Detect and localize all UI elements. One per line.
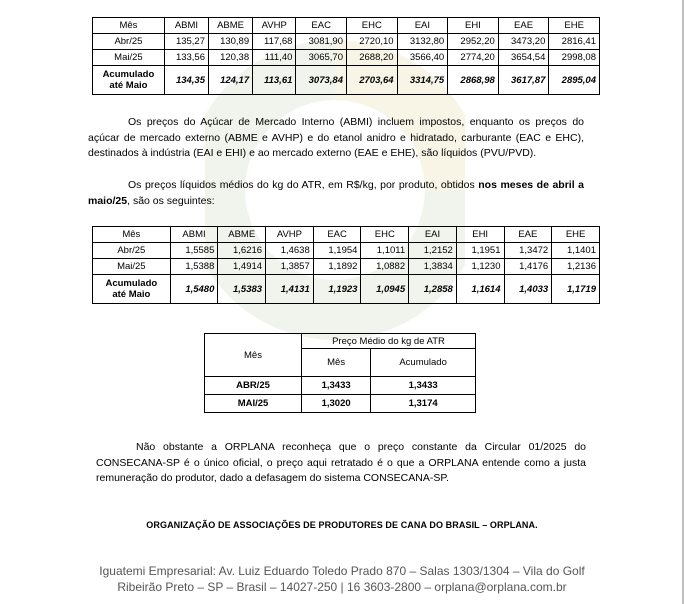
taxes-explanation-paragraph: Os preços do Açúcar de Mercado Interno (ABMI) incluem impostos, enquanto os preços do açúcar de mercado externo (ABME e AVHP) e do etanol anidro e hidratado, carburante (EAC e EHC), destinados à indústria (EAI e EHI) e ao mercado externo (EAE e EHE), são líquidos (PVU/PVD). (88, 116, 584, 159)
table-cell: 1,1923 (313, 275, 361, 304)
col-header: EHE (549, 18, 600, 34)
atr-intro-text-end: , são os seguintes: (127, 194, 215, 207)
row-label: Mai/25 (93, 50, 165, 66)
table-cell: 135,27 (164, 34, 208, 50)
table-cell: 1,3020 (302, 395, 371, 413)
table-cell: 1,3472 (504, 243, 552, 259)
table-cell: 130,89 (209, 34, 253, 50)
table-header-row (93, 227, 600, 243)
table-cell: 2998,08 (549, 50, 600, 66)
price-table-per-unit (92, 17, 600, 95)
table-cell: 1,1954 (313, 243, 361, 259)
accumulated-label-line: até Maio (112, 289, 151, 300)
table-cell: 1,3433 (302, 377, 371, 395)
col-header: Acumulado (371, 349, 476, 377)
atr-intro-period: nos meses de abril a maio/25 (88, 179, 584, 207)
table-cell: 1,1011 (361, 243, 409, 259)
table-cell: 1,4033 (504, 275, 552, 304)
accumulated-row (93, 275, 600, 304)
table-row (205, 395, 476, 413)
table-cell: 3073,84 (296, 66, 347, 95)
col-header: EAI (409, 227, 457, 243)
table-cell: 117,68 (253, 34, 296, 50)
row-label: Mai/25 (93, 259, 171, 275)
table-cell: 1,1719 (552, 275, 600, 304)
table-cell: 2952,20 (448, 34, 499, 50)
table-cell: 1,3834 (409, 259, 457, 275)
table-cell: 3132,80 (397, 34, 448, 50)
col-header: EHI (448, 18, 499, 34)
col-header: EAI (397, 18, 448, 34)
col-header: EAC (296, 18, 347, 34)
accumulated-label (93, 275, 171, 304)
col-header-mes: Mês (205, 334, 302, 377)
table-cell: 1,5480 (170, 275, 218, 304)
table-cell: 3654,54 (498, 50, 549, 66)
table-cell: 3473,20 (498, 34, 549, 50)
col-header: EHE (552, 227, 600, 243)
col-header: Mês (93, 18, 165, 34)
table-cell: 120,38 (209, 50, 253, 66)
footer-address: Iguatemi Empresarial: Av. Luiz Eduardo Toledo Prado 870 – Salas 1303/1304 – Vila do Golf (99, 564, 585, 578)
atr-price-table (92, 226, 600, 304)
accumulated-label-line: Acumulado (105, 278, 158, 289)
table-cell: 1,5383 (218, 275, 266, 304)
col-header: EAE (498, 18, 549, 34)
table-cell: 1,2152 (409, 243, 457, 259)
table-cell: 3566,40 (397, 50, 448, 66)
table-cell: 1,4914 (218, 259, 266, 275)
col-header: EHC (346, 18, 397, 34)
atr-intro-paragraph (88, 178, 584, 209)
accumulated-label (93, 66, 165, 95)
row-label: Abr/25 (93, 34, 165, 50)
table-cell: 3081,90 (296, 34, 347, 50)
table-cell: 3065,70 (296, 50, 347, 66)
col-header: ABMI (164, 18, 208, 34)
table-cell: 1,3433 (371, 377, 476, 395)
table-cell: 1,1230 (456, 259, 504, 275)
table-cell: 1,3857 (266, 259, 314, 275)
row-label: Abr/25 (93, 243, 171, 259)
col-header: ABME (209, 18, 253, 34)
table-cell: 113,61 (253, 66, 296, 95)
table-cell: 1,4638 (266, 243, 314, 259)
accumulated-row (93, 66, 600, 95)
table-cell: 1,4131 (266, 275, 314, 304)
table-cell: 2816,41 (549, 34, 600, 50)
table-cell: 111,40 (253, 50, 296, 66)
table-cell: 1,1892 (313, 259, 361, 275)
table-row (93, 50, 600, 66)
table-cell: 1,1614 (456, 275, 504, 304)
group-header: Preço Médio do kg de ATR (302, 334, 476, 349)
col-header: EHC (361, 227, 409, 243)
table-cell: 124,17 (209, 66, 253, 95)
col-header: EHI (456, 227, 504, 243)
table-cell: 1,1401 (552, 243, 600, 259)
table-cell: 2895,04 (549, 66, 600, 95)
table-cell: 1,5388 (170, 259, 218, 275)
table-cell: 1,0882 (361, 259, 409, 275)
row-label: ABR/25 (205, 377, 302, 395)
atr-intro-text: Os preços líquidos médios do kg do ATR, em R$/kg, por produto, obtidos (128, 179, 479, 191)
accumulated-label-line: até Maio (109, 80, 148, 91)
table-cell: 1,1951 (456, 243, 504, 259)
table-cell: 1,2858 (409, 275, 457, 304)
table-cell: 134,35 (164, 66, 208, 95)
col-header: Mês (302, 349, 371, 377)
table-row (93, 34, 600, 50)
col-header: ABME (218, 227, 266, 243)
table-cell: 1,3174 (371, 395, 476, 413)
table-cell: 1,4176 (504, 259, 552, 275)
col-header: AVHP (266, 227, 314, 243)
table-row (205, 377, 476, 395)
disclaimer-paragraph: Não obstante a ORPLANA reconheça que o preço constante da Circular 01/2025 do CONSECANA-SP é o único oficial, o preço aqui retratado é o que a ORPLANA entende como a justa remuneração do produtor, dado a defasagem do sistema CONSECANA-SP. (96, 441, 586, 484)
table-cell: 1,0945 (361, 275, 409, 304)
table-header-row (205, 334, 476, 349)
col-header: EAE (504, 227, 552, 243)
footer-contact: Ribeirão Preto – SP – Brasil – 14027-250 | 16 3603-2800 – orplana@orplana.com.br (117, 580, 567, 594)
table-cell: 2720,10 (346, 34, 397, 50)
table-cell: 2868,98 (448, 66, 499, 95)
average-atr-price-table (204, 333, 476, 413)
row-label: MAI/25 (205, 395, 302, 413)
table-cell: 133,56 (164, 50, 208, 66)
col-header: EAC (313, 227, 361, 243)
table-row (93, 259, 600, 275)
organization-signature: ORGANIZAÇÃO DE ASSOCIAÇÕES DE PRODUTORES DE CANA DO BRASIL – ORPLANA. (146, 520, 538, 530)
table-cell: 1,5585 (170, 243, 218, 259)
table-cell: 2774,20 (448, 50, 499, 66)
table-cell: 3314,75 (397, 66, 448, 95)
col-header: AVHP (253, 18, 296, 34)
table-cell: 1,6216 (218, 243, 266, 259)
table-cell: 3617,87 (498, 66, 549, 95)
table-row (93, 243, 600, 259)
col-header: ABMI (170, 227, 218, 243)
accumulated-label-line: Acumulado (102, 69, 155, 80)
table-cell: 2703,64 (346, 66, 397, 95)
table-cell: 1,2136 (552, 259, 600, 275)
table-header-row (93, 18, 600, 34)
table-cell: 2688,20 (346, 50, 397, 66)
col-header: Mês (93, 227, 171, 243)
